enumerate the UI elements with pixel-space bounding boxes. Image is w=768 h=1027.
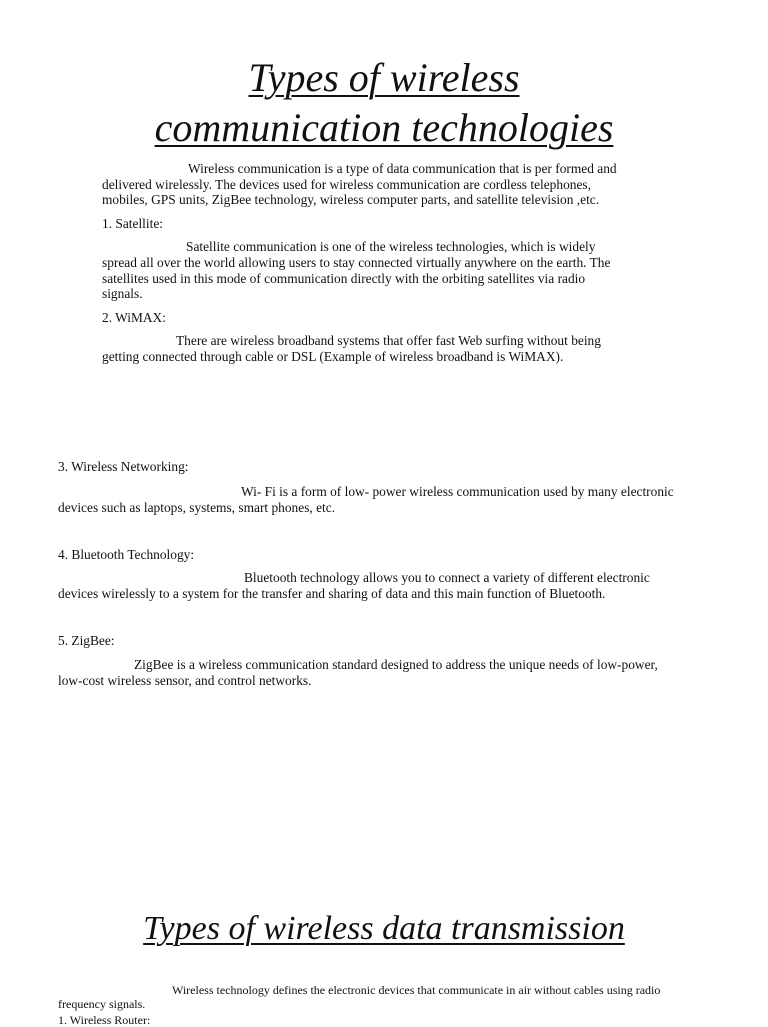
transmission-line-2: frequency signals. <box>58 997 146 1011</box>
bluetooth-heading: 4. Bluetooth Technology: <box>58 547 195 562</box>
satellite-line-1: Satellite communication is one of the wireless technologies, which is widely <box>186 239 596 254</box>
satellite-line-3: satellites used in this mode of communication directly with the orbiting satellites via radio <box>102 271 586 286</box>
wireless-router-heading: 1. Wireless Router: <box>58 1013 151 1027</box>
wimax-line-1: There are wireless broadband systems that offer fast Web surfing without being <box>176 333 601 348</box>
zigbee-line-1: ZigBee is a wireless communication standard designed to address the unique needs of low-power, <box>134 657 658 672</box>
intro-line-2: delivered wirelessly. The devices used for wireless communication are cordless telephones, <box>102 177 591 192</box>
transmission-line-1: Wireless technology defines the electronic devices that communicate in air without cables using radio <box>172 983 661 997</box>
satellite-line-4: signals. <box>102 286 143 301</box>
wimax-heading: 2. WiMAX: <box>102 310 166 325</box>
intro-line-1: Wireless communication is a type of data communication that is per formed and <box>188 161 617 176</box>
networking-line-2: devices such as laptops, systems, smart phones, etc. <box>58 500 336 515</box>
zigbee-heading: 5. ZigBee: <box>58 633 115 648</box>
zigbee-line-2: low-cost wireless sensor, and control networks. <box>58 673 312 688</box>
page-title-line2: communication technologies <box>154 105 614 150</box>
networking-line-1: Wi- Fi is a form of low- power wireless communication used by many electronic <box>241 484 674 499</box>
bluetooth-line-1: Bluetooth technology allows you to connect a variety of different electronic <box>244 570 650 585</box>
intro-line-3: mobiles, GPS units, ZigBee technology, wireless computer parts, and satellite television ,etc. <box>102 192 600 207</box>
networking-heading: 3. Wireless Networking: <box>58 459 189 474</box>
satellite-heading: 1. Satellite: <box>102 216 163 231</box>
section-title-transmission: Types of wireless data transmission <box>143 910 625 947</box>
satellite-line-2: spread all over the world allowing users to stay connected virtually anywhere on the earth. The <box>102 255 611 270</box>
wimax-line-2: getting connected through cable or DSL (Example of wireless broadband is WiMAX). <box>102 349 564 364</box>
page-title-line1: Types of wireless <box>248 55 520 100</box>
bluetooth-line-2: devices wirelessly to a system for the transfer and sharing of data and this main function of Bluetooth. <box>58 586 606 601</box>
